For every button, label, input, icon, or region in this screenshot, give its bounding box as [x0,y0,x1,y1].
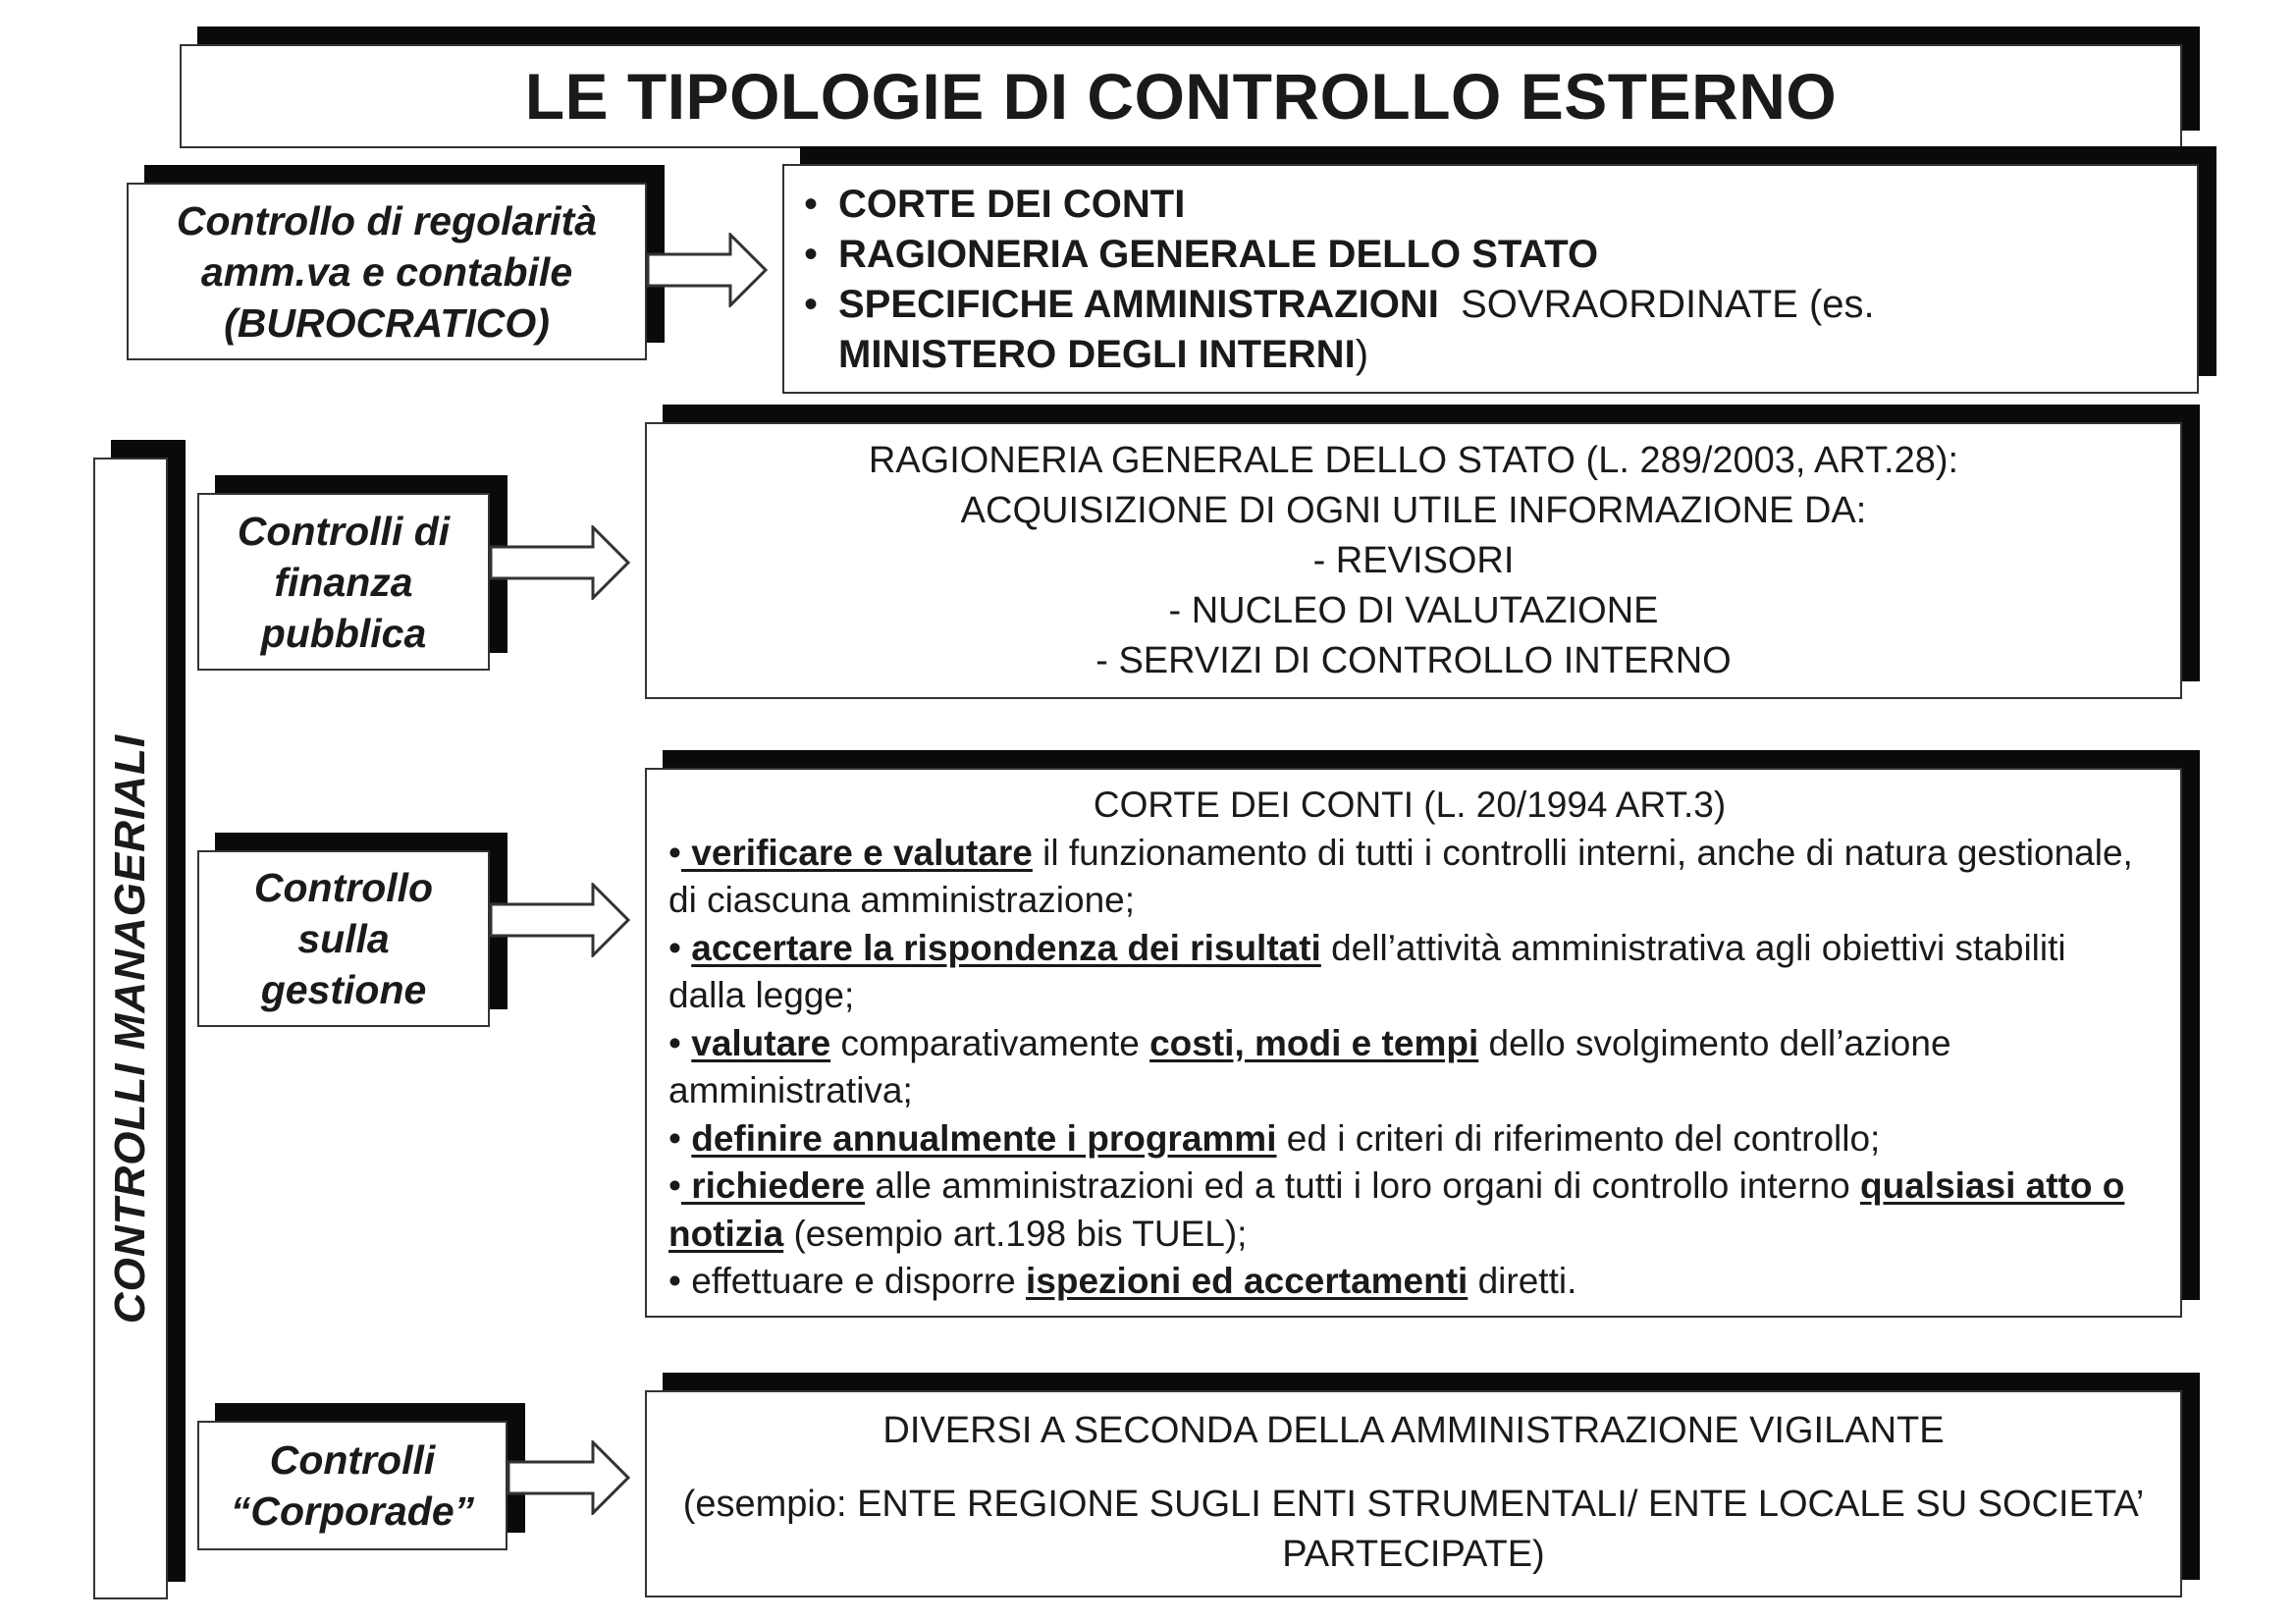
emphasis: costi, modi e tempi [1149,1022,1479,1063]
finanza-line-5: - SERVIZI DI CONTROLLO INTERNO [1095,639,1732,681]
text: il funzionamento di tutti i controlli interni, anche di natura gestionale, di ciascuna amministrazione; [668,832,2133,920]
gestione-paragraph-6 [668,1258,2151,1306]
page-title [180,44,2182,148]
list-item [784,180,2177,230]
list-item [784,280,2177,380]
gestione-paragraph-2 [668,925,2151,1020]
item-text: RAGIONERIA GENERALE DELLO STATO [838,233,1599,276]
corporade-label-line-2: “Corporade” [230,1488,475,1534]
finanza-line-2: ACQUISIZIONE DI OGNI UTILE INFORMAZIONE DA: [960,489,1867,531]
finanza-line-1: RAGIONERIA GENERALE DELLO STATO (L. 289/2003, ART.28): [868,439,1959,481]
gestione-label-line-3: gestione [260,967,427,1012]
emphasis: richiedere [680,1165,866,1206]
corporade-line-2: (esempio: ENTE REGIONE SUGLI ENTI STRUMENTALI/ ENTE LOCALE SU SOCIETA’ PARTECIPATE) [682,1484,2145,1575]
text: dell’attività amministrativa agli obiettivi stabiliti dalla legge; [668,927,2066,1015]
gestione-label-line-2: sulla [297,916,390,961]
bullet-icon: • [668,1117,681,1159]
corporade-label-line-1: Controlli [269,1437,436,1483]
item-text-bold: SPECIFICHE AMMINISTRAZIONI [838,283,1439,326]
gestione-content-box [645,768,2182,1318]
emphasis: verificare e valutare [680,832,1033,873]
arrow-right-icon [489,883,631,957]
text: ed i criteri di riferimento del controllo; [1276,1117,1881,1159]
gestione-paragraph-4 [668,1115,2151,1163]
gestione-paragraph-3 [668,1020,2151,1115]
item-text: ) [1355,333,1369,376]
burocratico-label-box [127,183,647,360]
emphasis: valutare [691,1022,831,1063]
text: diretti. [1468,1261,1577,1301]
item-text: CORTE DEI CONTI [838,183,1186,226]
bullet-icon: • [668,1165,681,1206]
bullet-icon: • [668,1261,681,1301]
emphasis: ispezioni ed accertamenti [1026,1261,1468,1301]
emphasis: accertare la rispondenza dei risultati [691,927,1321,968]
burocratico-label-line-2: amm.va e contabile [200,248,573,295]
bullet-icon: • [668,927,681,968]
corporade-content-box [645,1390,2182,1597]
finanza-label-line-2: finanza [274,559,413,605]
gestione-label-line-1: Controllo [253,865,434,910]
bullet-icon: • [804,283,819,326]
text: dello svolgimento dell’azione amministrativa; [668,1022,1951,1110]
finanza-line-4: - NUCLEO DI VALUTAZIONE [1168,589,1659,631]
list-item [784,230,2177,280]
text: effettuare e disporre [680,1261,1026,1301]
gestione-heading: CORTE DEI CONTI (L. 20/1994 ART.3) [1093,784,1727,825]
text: (esempio art.198 bis TUEL); [783,1213,1248,1254]
burocratico-content-box [782,164,2199,394]
corporade-line-1: DIVERSI A SECONDA DELLA AMMINISTRAZIONE VIGILANTE [882,1410,1945,1451]
item-text: SOVRAORDINATE (es. [1461,283,1875,326]
finanza-content-box [645,422,2182,699]
text: comparativamente [830,1022,1150,1063]
emphasis: definire annualmente i programmi [691,1117,1277,1159]
finanza-label-line-1: Controlli di [237,508,451,554]
bullet-icon: • [804,183,819,226]
burocratico-label-line-3: (BUROCRATICO) [224,299,550,346]
gestione-label-box [197,850,490,1027]
item-text-bold: MINISTERO DEGLI INTERNI [838,333,1356,376]
text: alle amministrazioni ed a tutti i loro organi di controllo interno [865,1165,1861,1206]
controlli-manageriali-vertical-box [93,458,168,1599]
vertical-label: CONTROLLI MANAGERIALI [106,733,154,1324]
corporade-label-box [197,1421,507,1550]
bullet-icon: • [804,233,819,276]
emphasis: qualsiasi atto o notizia [668,1165,2125,1254]
finanza-label-box [197,493,490,671]
gestione-paragraph-1 [668,830,2151,925]
bullet-icon: • [668,1022,681,1063]
bullet-icon: • [668,832,681,873]
gestione-paragraph-5 [668,1163,2151,1258]
arrow-right-icon [507,1440,631,1515]
finanza-label-line-3: pubblica [260,610,427,656]
finanza-line-3: - REVISORI [1312,539,1515,581]
title-text: LE TIPOLOGIE DI CONTROLLO ESTERNO [524,60,1838,133]
burocratico-list [784,180,2177,380]
arrow-right-icon [646,233,769,307]
burocratico-label-line-1: Controllo di regolarità [176,197,598,243]
arrow-right-icon [489,525,631,600]
